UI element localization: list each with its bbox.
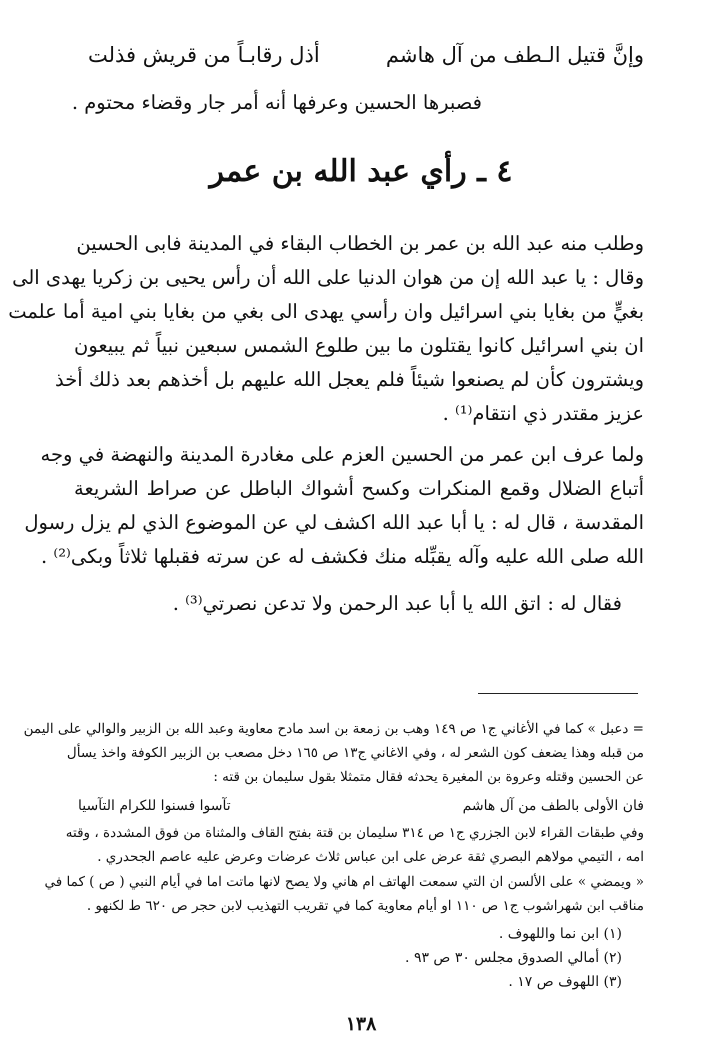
footnote-note-1: (١) ابن نما واللهوف .	[498, 926, 622, 942]
footnote-note-3: (٣) اللهوف ص ١٧ .	[508, 974, 622, 990]
section-heading: ٤ ـ رأي عبد الله بن عمر	[209, 154, 513, 189]
para1-line: ويشترون كأن لم يصنعوا شيئاً فلم يعجل الله عليهم بل أخذهم بعد ذلك أخذ	[55, 368, 644, 391]
footnote-line: عن الحسين وقتله وعروة بن المغيرة يحدثه فقال متمثلا بقول سليمان بن قته :	[213, 769, 644, 785]
para1-line: ان بني اسرائيل كانوا يقتلون ما بين طلوع الشمس سبعين نبياً ثم يبيعون	[74, 334, 644, 357]
para2-line: أتباع الضلال وقمع المنكرات وكسح أشواك الباطل عن صراط الشريعة	[74, 477, 644, 500]
para1-line: وطلب منه عبد الله بن عمر بن الخطاب البقاء في المدينة فابى الحسين	[76, 232, 644, 255]
footnote-line: من قبله وهذا يضعف كون الشعر له ، وفي الاغاني ج١٣ ص ١٦٥ دخل مصعب بن الزبير الكوفة واخذ يسأل	[66, 745, 644, 761]
para3-line: فقال له : اتق الله يا أبا عبد الرحمن ولا تدعن نصرتي⁽³⁾ .	[172, 592, 622, 615]
footnote-note-2: (٢) أمالي الصدوق مجلس ٣٠ ص ٩٣ .	[405, 950, 622, 966]
para1-line: وقال : يا عبد الله إن من هوان الدنيا على الله أن رأس يحيى بن زكريا يهدى الى	[12, 266, 644, 289]
para2-line: الله صلى الله عليه وآله يقبِّله منك فكشف له عن سرته فقبلها ثلاثاً وبكى⁽²⁾ .	[41, 545, 644, 568]
para1-line: بغيٍّ من بغايا بني اسرائيل وان رأسي يهدى الى بغي من بغايا بني امية أما علمت	[8, 300, 644, 323]
poem-closing-line: فصبرها الحسين وعرفها أنه أمر جار وقضاء محتوم .	[71, 91, 482, 114]
footnote-verse-second: تآسوا فسنوا للكرام التآسيا	[78, 798, 231, 814]
para1-line: عزيز مقتدر ذي انتقام⁽¹⁾ .	[442, 402, 644, 425]
page-number: ١٣٨	[345, 1013, 377, 1035]
footnote-line: وفي طبقات القراء لابن الجزري ج١ ص ٣١٤ سليمان بن قتة بفتح القاف والمثناة من فوق المشددة ، وقته	[65, 825, 644, 841]
footnote-line: مناقب ابن شهراشوب ج١ ص ١١٠ او أيام معاوية كما في تقريب التهذيب لابن حجر ص ٦٢٠ ط لكنهو .	[86, 898, 644, 914]
footnote-line: = دعبل » كما في الأغاني ج١ ص ١٤٩ وهب بن زمعة بن اسد مادح معاوية وعبد الله بن الزبير والوالي على اليمن	[23, 721, 644, 737]
para2-line: المقدسة ، قال له : يا أبا عبد الله اكشف لي عن الموضوع الذي لم يزل رسول	[24, 511, 644, 534]
footnote-separator	[478, 693, 638, 694]
footnote-verse-first: فان الأولى بالطف من آل هاشم	[462, 798, 644, 814]
footnote-line: « ويمضي » على الألسن ان التي سمعت الهاتف ام هاني ولا يصح لانها ماتت اما في أيام النبي ( ص ) كما في	[44, 874, 644, 890]
poem-first-half: وإنَّ قتيل الـطف من آل هاشم	[385, 43, 644, 67]
poem-second-half: أذل رقابـاً من قريش فذلت	[88, 43, 320, 67]
para2-line: ولما عرف ابن عمر من الحسين العزم على مغادرة المدينة والنهضة في وجه	[40, 443, 644, 466]
footnote-line: امه ، التيمي مولاهم البصري ثقة عرض على ابن عباس ثلاث عرضات وعرض عليه عاصم الجحدري .	[97, 849, 644, 865]
